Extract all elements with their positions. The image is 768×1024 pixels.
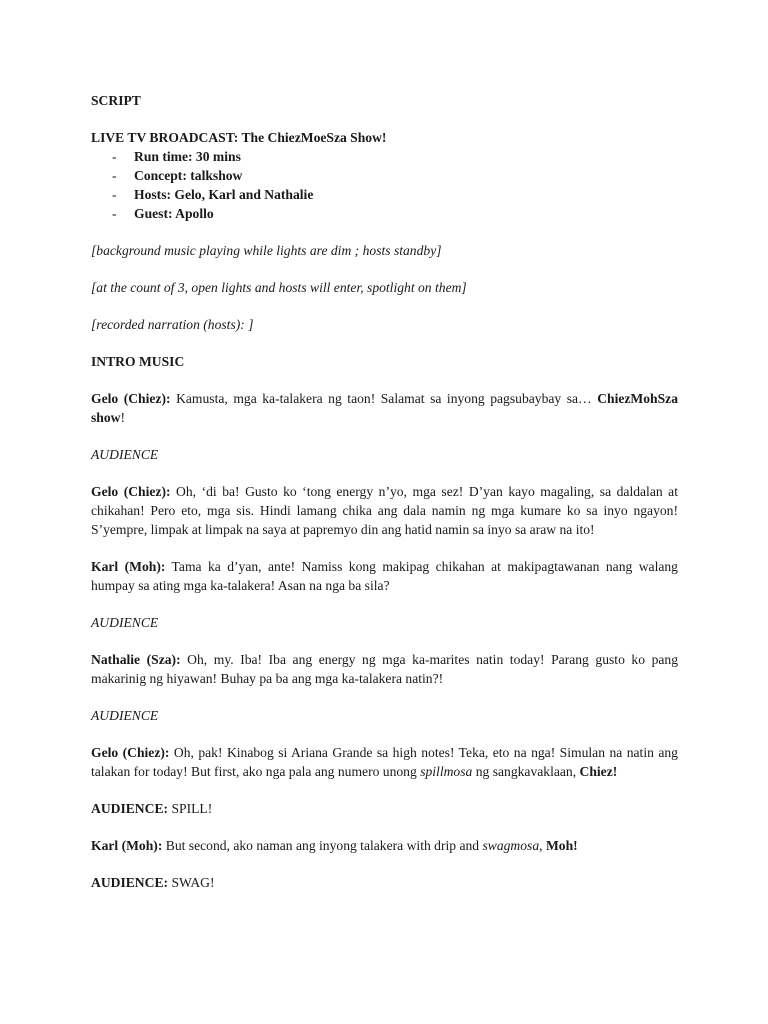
host-name: Chiez! — [579, 764, 618, 779]
stage-direction: [background music playing while lights are dim ; hosts standby] — [91, 243, 442, 258]
audience-response: AUDIENCE: SPILL! — [91, 801, 213, 816]
broadcast-title: LIVE TV BROADCAST: The ChiezMoeSza Show! — [91, 130, 387, 145]
list-item: - Run time: 30 mins — [112, 149, 241, 164]
speaker-name: Karl (Moh): — [91, 838, 163, 853]
dialogue-line: Gelo (Chiez): Kamusta, mga ka-talakera ng taon! Salamat sa inyong pagsubaybay sa… ChiezMohSza show! — [91, 391, 678, 425]
audience-cue: AUDIENCE — [91, 447, 159, 462]
speaker-name: Karl (Moh): — [91, 559, 166, 574]
dialogue-text: Oh, ‘di ba! Gusto ko ‘tong energy n’yo, mga sez! D’yan kayo magaling, sa daldalan at chikahan! Pero eto, mga sis. Hindi lamang chika ang dala namin ng mga kumare ko sa inyo ngayon! S’yempre, limpak at limpak na saya at papremyo din ang hatid namin sa inyo sa araw na ito! — [91, 484, 678, 537]
speaker-name: AUDIENCE: — [91, 875, 169, 890]
script-heading: SCRIPT — [91, 93, 141, 108]
dialogue-text: Oh, my. Iba! Iba ang energy ng mga ka-marites natin today! Parang gusto ko pang makarinig ng hiyawan! Buhay pa ba ang mga ka-talakera natin?! — [91, 652, 678, 686]
list-item: - Concept: talkshow — [112, 168, 243, 183]
dialogue-text: Tama ka d’yan, ante! Namiss kong makipag chikahan at makipagtawanan nang walang humpay sa ating mga ka-talakera! Asan na nga ba sila? — [91, 559, 678, 593]
stage-direction: [at the count of 3, open lights and hosts will enter, spotlight on them] — [91, 280, 467, 295]
show-details-list — [91, 147, 678, 223]
dialogue-line — [91, 557, 678, 595]
dialogue-text: Kamusta, mga ka-talakera ng taon! Salamat sa inyong pagsubaybay sa… — [170, 391, 598, 406]
script-content — [91, 91, 678, 892]
dialogue-text: But second, ako naman ang inyong talakera with drip and — [162, 838, 483, 853]
host-name: Moh! — [545, 838, 578, 853]
dialogue-text: Oh, pak! Kinabog si Ariana Grande sa high notes! Teka, eto na nga! Simulan na natin ang talakan for today! But first, ako nga pala ang numero unong — [91, 745, 678, 779]
dialogue-line: Gelo (Chiez): Oh, pak! Kinabog si Ariana Grande sa high notes! Teka, eto na nga! Simulan na natin ang talakan for today! But first, ako nga pala ang numero unong spillmosa ng sangkavaklaan, Chiez! — [91, 745, 678, 779]
dialogue-line: Karl (Moh): But second, ako naman ang inyong talakera with drip and swagmosa, Moh! — [91, 838, 578, 853]
list-item: - Hosts: Gelo, Karl and Nathalie — [112, 187, 314, 202]
speaker-name: Gelo (Chiez): — [91, 484, 171, 499]
speaker-name: Nathalie (Sza): — [91, 652, 181, 667]
emphasis-word: swagmosa — [482, 838, 540, 853]
speaker-name: AUDIENCE: — [91, 801, 169, 816]
intro-music-cue: INTRO MUSIC — [91, 354, 185, 369]
speaker-name: Gelo (Chiez): — [91, 745, 170, 760]
stage-direction: [recorded narration (hosts): ] — [91, 317, 254, 332]
audience-cue: AUDIENCE — [91, 615, 159, 630]
dialogue-line — [91, 482, 678, 539]
list-item: - Guest: Apollo — [112, 206, 214, 221]
audience-cue: AUDIENCE — [91, 708, 159, 723]
dialogue-line — [91, 650, 678, 688]
emphasis-word: spillmosa — [420, 764, 473, 779]
show-name: ChiezMohSza show — [91, 391, 678, 425]
audience-response: AUDIENCE: SWAG! — [91, 875, 215, 890]
speaker-name: Gelo (Chiez): — [91, 391, 171, 406]
